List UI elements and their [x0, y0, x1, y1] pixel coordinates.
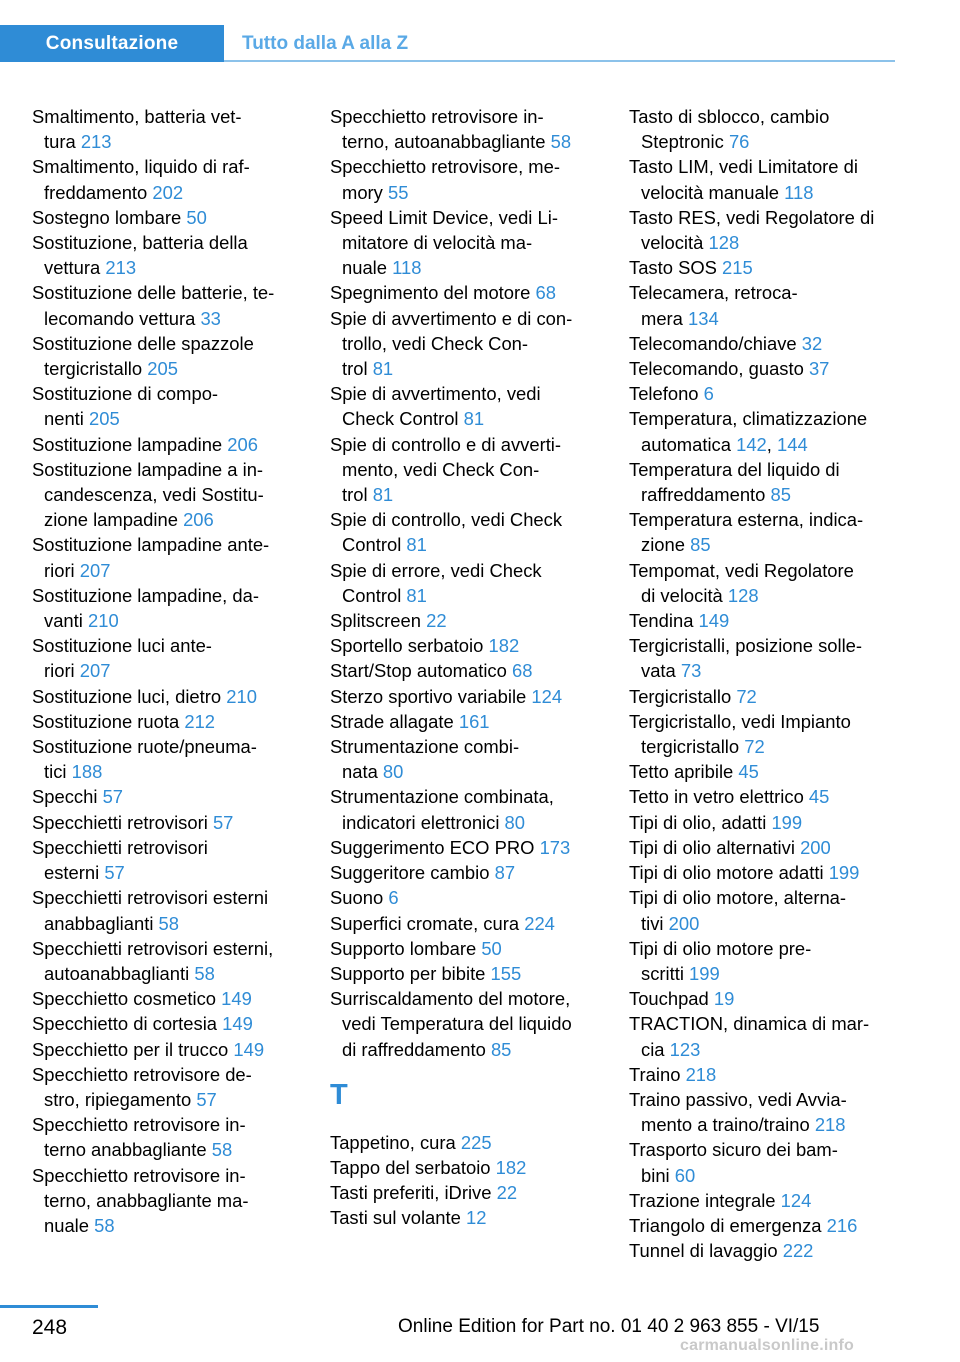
- index-entry: [629, 633, 919, 683]
- page-link[interactable]: 213: [105, 257, 137, 279]
- index-entry: [330, 885, 620, 910]
- page-link[interactable]: 58: [194, 962, 215, 984]
- index-entry: [629, 860, 919, 885]
- page-link[interactable]: 205: [89, 408, 120, 430]
- index-term: Surriscaldamento del motore, vedi Temperatura del liquido di raffreddamento: [330, 988, 572, 1060]
- index-term: Tipi di olio motore, alterna- tivi: [629, 887, 847, 934]
- index-column-1: [32, 104, 322, 1238]
- index-entry: [330, 633, 620, 658]
- index-entry: [330, 1205, 620, 1230]
- index-term: Spie di controllo e di avverti- mento, vedi Check Con- trol: [330, 433, 562, 506]
- index-entry: [629, 1137, 919, 1187]
- page-link[interactable]: 202: [152, 181, 184, 203]
- page-link[interactable]: 149: [222, 1013, 253, 1035]
- page-link[interactable]: 142: [736, 433, 767, 455]
- index-term: Tipi di olio motore pre- scritti: [629, 937, 812, 984]
- index-entry: [629, 205, 919, 255]
- index-term: Telecamera, retroca- mera: [629, 282, 798, 329]
- index-entry: [32, 835, 322, 885]
- index-entry: [330, 658, 620, 683]
- index-entry: [32, 432, 322, 457]
- page-link[interactable]: 72: [744, 736, 765, 758]
- index-term: Sportello serbatoio: [330, 635, 484, 657]
- index-entry: [32, 734, 322, 784]
- index-term: Spie di avvertimento, vedi Check Control: [330, 383, 541, 430]
- index-term: Smaltimento, batteria vet- tura: [32, 106, 242, 153]
- index-entry: [32, 457, 322, 533]
- index-term: Temperatura, climatizzazione automatica: [629, 408, 868, 455]
- page-link[interactable]: 210: [87, 610, 119, 632]
- index-entry: [330, 1155, 620, 1180]
- page-link[interactable]: 224: [524, 912, 555, 934]
- index-entry: [330, 608, 620, 633]
- index-term: Suggeritore cambio: [330, 862, 490, 884]
- page-link[interactable]: 144: [777, 433, 808, 455]
- page-link[interactable]: 222: [782, 1240, 814, 1262]
- watermark: carmanualsonline.info: [680, 1337, 855, 1354]
- page-link[interactable]: 210: [226, 685, 257, 707]
- index-term: Specchietto cosmetico: [32, 988, 216, 1010]
- index-term: Supporto lombare: [330, 937, 477, 959]
- index-entry: [629, 1062, 919, 1087]
- page-link[interactable]: 58: [158, 912, 180, 934]
- index-entry: [330, 961, 620, 986]
- index-term: Sostituzione luci, dietro: [32, 685, 222, 707]
- index-entry: [330, 507, 620, 557]
- index-entry: [629, 104, 919, 154]
- index-term: Tasto di sblocco, cambio Steptronic: [629, 106, 830, 153]
- index-term: Sostegno lombare: [32, 206, 182, 228]
- page-link[interactable]: 57: [102, 786, 124, 808]
- index-entry: [330, 1180, 620, 1205]
- index-term: Telefono: [629, 383, 699, 405]
- index-entry: [629, 1087, 919, 1137]
- index-entry: [32, 154, 322, 204]
- page-link[interactable]: 128: [727, 584, 759, 606]
- page-link[interactable]: 22: [426, 610, 447, 632]
- index-entry: [32, 709, 322, 734]
- index-entry: [32, 986, 322, 1011]
- page-link[interactable]: 213: [80, 131, 112, 153]
- index-entry: [32, 1037, 322, 1062]
- index-term: Specchietti retrovisori esterni, autoanabbaglianti: [32, 937, 274, 984]
- index-term: Smaltimento, liquido di raf- freddamento: [32, 156, 250, 203]
- page-link[interactable]: 6: [703, 383, 714, 405]
- page-link[interactable]: 134: [688, 307, 719, 329]
- index-term: Tergicristallo: [629, 685, 732, 707]
- index-term: Supporto per bibite: [330, 962, 486, 984]
- footer-divider: [0, 1305, 98, 1308]
- index-entry: [629, 356, 919, 381]
- index-entry: [629, 280, 919, 330]
- index-term: Tetto apribile: [629, 761, 734, 783]
- index-entry: [330, 936, 620, 961]
- index-term: Trazione integrale: [629, 1189, 776, 1211]
- index-entry: [629, 885, 919, 935]
- index-term: Spie di errore, vedi Check Control: [330, 559, 542, 606]
- index-term: Temperatura del liquido di raffreddamento: [629, 458, 840, 506]
- breadcrumb-label: Tutto dalla A alla Z: [242, 32, 409, 54]
- index-term: Spegnimento del motore: [330, 282, 531, 304]
- page-link[interactable]: 207: [79, 660, 111, 682]
- index-entry: Temperatura, climatizzazione automatica 142, 144: [629, 408, 868, 455]
- index-entry: [629, 507, 919, 557]
- page-link[interactable]: 207: [79, 559, 111, 581]
- index-term: Telecomando, guasto: [629, 358, 804, 380]
- index-term: Touchpad: [629, 988, 709, 1010]
- index-term: Traino passivo, vedi Avvia- mento a traino/traino: [629, 1088, 847, 1136]
- index-entry: [629, 381, 919, 406]
- index-column-2: [330, 104, 620, 1231]
- index-entry: [32, 205, 322, 230]
- page-link[interactable]: 87: [494, 862, 516, 884]
- index-entry: [32, 1112, 322, 1162]
- index-term: Spie di avvertimento e di con- trollo, vedi Check Con- trol: [330, 307, 573, 380]
- index-term: Specchi: [32, 786, 98, 808]
- index-term: TRACTION, dinamica di mar- cia: [629, 1013, 870, 1060]
- page-link[interactable]: 85: [770, 484, 791, 506]
- page-link[interactable]: 199: [828, 862, 860, 884]
- index-term: Sostituzione luci ante- riori: [32, 635, 212, 682]
- page-link[interactable]: 57: [196, 1088, 217, 1110]
- page-number: 248: [32, 1316, 68, 1339]
- index-term: Traino: [629, 1063, 681, 1085]
- index-term: Sostituzione ruote/pneuma- tici: [32, 736, 257, 783]
- page-link[interactable]: 33: [200, 307, 221, 329]
- index-entry: [629, 784, 919, 809]
- page-link[interactable]: 12: [465, 1207, 487, 1229]
- index-entry: [32, 784, 322, 809]
- page-link[interactable]: 19: [713, 988, 735, 1010]
- index-entry: [330, 432, 620, 508]
- page-link[interactable]: 76: [728, 131, 750, 153]
- page-link[interactable]: 50: [481, 937, 502, 959]
- index-term: Sostituzione lampadine a in- candescenza, vedi Sostitu- zione lampadine: [32, 458, 264, 531]
- index-entry: [629, 1213, 919, 1238]
- page-link[interactable]: 161: [458, 710, 490, 732]
- index-term: Sostituzione lampadine: [32, 433, 223, 455]
- index-term: Sostituzione delle spazzole tergicristallo: [32, 332, 254, 380]
- page-link[interactable]: 199: [689, 962, 720, 984]
- page-link[interactable]: 81: [406, 534, 427, 556]
- page-link[interactable]: 85: [490, 1038, 512, 1060]
- index-entry: [330, 154, 620, 204]
- page-link[interactable]: 225: [460, 1131, 492, 1153]
- index-entry: [330, 784, 620, 834]
- index-term: Suggerimento ECO PRO: [330, 836, 535, 858]
- index-term: Tipi di olio, adatti: [629, 811, 767, 833]
- index-term: Tasti preferiti, iDrive: [330, 1182, 492, 1204]
- index-term: Specchietto retrovisore, me- mory: [330, 156, 560, 203]
- index-entry: [330, 205, 620, 281]
- index-term: Sterzo sportivo variabile: [330, 685, 527, 707]
- index-entry: [32, 381, 322, 431]
- page-link[interactable]: 182: [488, 635, 520, 657]
- index-entry: [32, 583, 322, 633]
- index-entry: [629, 936, 919, 986]
- index-entry: [32, 1011, 322, 1036]
- index-term: Tergicristalli, posizione solle- vata: [629, 635, 863, 682]
- index-entry: [330, 684, 620, 709]
- index-entry: [32, 104, 322, 154]
- page-link[interactable]: 188: [71, 761, 103, 783]
- index-term: Speed Limit Device, vedi Li- mitatore di velocità ma- nuale: [330, 206, 558, 279]
- index-term: Strumentazione combi- nata: [330, 736, 520, 783]
- index-term: Trasporto sicuro dei bam- bini: [629, 1139, 838, 1186]
- index-term: Specchietto retrovisore de- stro, ripiegamento: [32, 1063, 252, 1110]
- page-link[interactable]: 149: [221, 988, 252, 1010]
- page-link[interactable]: 60: [674, 1164, 696, 1186]
- page-link[interactable]: 68: [535, 282, 556, 304]
- page-link[interactable]: 50: [186, 206, 207, 228]
- index-entry: [32, 331, 322, 381]
- page-link[interactable]: 218: [685, 1063, 717, 1085]
- index-entry: [629, 986, 919, 1011]
- page-link[interactable]: 199: [771, 811, 803, 833]
- page-link[interactable]: 68: [511, 660, 533, 682]
- index-entry: [32, 280, 322, 330]
- page-link[interactable]: 212: [184, 710, 216, 732]
- index-entry: [330, 986, 620, 1062]
- index-entry: [330, 1130, 620, 1155]
- index-entry: [32, 885, 322, 935]
- page-link[interactable]: 81: [463, 408, 485, 430]
- index-term: Tasto SOS: [629, 257, 717, 279]
- index-term: Sostituzione ruota: [32, 710, 180, 732]
- page-link[interactable]: 128: [708, 232, 740, 254]
- letter-heading: T: [330, 1078, 348, 1111]
- page-link[interactable]: 72: [736, 685, 757, 707]
- page-link[interactable]: 124: [780, 1189, 812, 1211]
- page-link[interactable]: 173: [539, 836, 571, 858]
- index-entry: [629, 1188, 919, 1213]
- page-link[interactable]: 55: [388, 181, 409, 203]
- page-link[interactable]: 58: [94, 1214, 115, 1236]
- index-entry: [629, 154, 919, 204]
- index-entry: [32, 936, 322, 986]
- page-link[interactable]: 73: [680, 660, 702, 682]
- tab-consultazione[interactable]: [0, 25, 224, 62]
- tab-label: Consultazione: [45, 32, 179, 54]
- page-link[interactable]: 58: [211, 1139, 233, 1161]
- index-entry: [629, 331, 919, 356]
- index-entry: [32, 532, 322, 582]
- index-entry: [330, 709, 620, 734]
- index-entry: [330, 734, 620, 784]
- index-entry: [629, 1238, 919, 1263]
- index-term: Telecomando/chiave: [629, 332, 797, 354]
- index-entry: [629, 684, 919, 709]
- index-entry: [32, 684, 322, 709]
- index-entry: [330, 835, 620, 860]
- index-term: Sostituzione lampadine ante- riori: [32, 534, 270, 581]
- page-link[interactable]: 182: [495, 1156, 527, 1178]
- index-term: Splitscreen: [330, 610, 421, 632]
- page-link[interactable]: 215: [722, 257, 753, 279]
- index-term: Tipi di olio motore adatti: [629, 862, 824, 884]
- index-term: Strumentazione combinata, indicatori elettronici: [330, 786, 554, 833]
- index-term: Tasto RES, vedi Regolatore di velocità: [629, 206, 875, 254]
- index-term: Specchietti retrovisori: [32, 811, 208, 833]
- page-link[interactable]: 155: [490, 962, 522, 984]
- page-link[interactable]: 200: [668, 912, 700, 934]
- index-term: Tendina: [629, 610, 694, 632]
- index-term: Specchietto retrovisore in- terno, autoanabbagliante: [330, 106, 546, 153]
- index-term: Sostituzione di compo- nenti: [32, 383, 219, 430]
- index-entry: [629, 835, 919, 860]
- breadcrumb[interactable]: [242, 25, 408, 62]
- index-term: Temperatura esterna, indica- zione: [629, 509, 864, 556]
- index-term: Tetto in vetro elettrico: [629, 786, 804, 808]
- page-link[interactable]: 149: [233, 1038, 265, 1060]
- page-link[interactable]: 80: [382, 761, 404, 783]
- index-entry: [330, 860, 620, 885]
- index-entry: [32, 1163, 322, 1239]
- page-link[interactable]: 81: [372, 484, 394, 506]
- index-term: Spie di controllo, vedi Check Control: [330, 509, 563, 556]
- index-entry: [629, 759, 919, 784]
- page-link[interactable]: 118: [392, 257, 422, 279]
- index-entry: [32, 1062, 322, 1112]
- index-entry: [32, 633, 322, 683]
- index-entry: [629, 558, 919, 608]
- index-entry: [32, 230, 322, 280]
- page-link[interactable]: 45: [808, 786, 830, 808]
- index-entry: [629, 608, 919, 633]
- index-entry: [330, 104, 620, 154]
- index-entry: [330, 306, 620, 382]
- index-entry: [629, 255, 919, 280]
- index-term: Triangolo di emergenza: [629, 1214, 822, 1236]
- page-link[interactable]: 45: [738, 761, 759, 783]
- page-link[interactable]: 6: [388, 887, 399, 909]
- index-term: Specchietto retrovisore in- terno, anabbagliante ma- nuale: [32, 1164, 249, 1236]
- index-term: Strade allagate: [330, 710, 454, 732]
- page-link[interactable]: 80: [504, 811, 526, 833]
- index-term: Tunnel di lavaggio: [629, 1240, 778, 1262]
- page-link[interactable]: 22: [496, 1182, 518, 1204]
- page-link[interactable]: 149: [698, 610, 730, 632]
- page-link[interactable]: 32: [801, 332, 823, 354]
- index-term: Start/Stop automatico: [330, 660, 507, 682]
- page-link[interactable]: 205: [147, 358, 178, 380]
- index-term: Superfici cromate, cura: [330, 912, 520, 934]
- index-entry: [629, 810, 919, 835]
- index-entry: [629, 709, 919, 759]
- header-divider: [224, 60, 895, 62]
- index-term: Specchietto per il trucco: [32, 1038, 229, 1060]
- page-link[interactable]: 216: [826, 1214, 858, 1236]
- page-link[interactable]: 200: [800, 836, 831, 858]
- index-entry: [330, 280, 620, 305]
- index-entry: [330, 381, 620, 431]
- index-term: Specchietto retrovisore in- terno anabbagliante: [32, 1114, 246, 1161]
- page-link[interactable]: 206: [227, 433, 258, 455]
- index-column-3: [629, 104, 919, 1263]
- page-link[interactable]: 57: [212, 811, 234, 833]
- index-term: Tempomat, vedi Regolatore di velocità: [629, 559, 854, 606]
- index-term: Suono: [330, 887, 384, 909]
- index-term: Specchietto di cortesia: [32, 1013, 218, 1035]
- index-term: Sostituzione delle batterie, te- lecomando vettura: [32, 282, 275, 329]
- page-link[interactable]: 118: [784, 181, 814, 203]
- index-term: Tasto LIM, vedi Limitatore di velocità manuale: [629, 156, 858, 203]
- index-term: Specchietti retrovisori esterni: [32, 836, 208, 884]
- page-link[interactable]: 58: [550, 131, 572, 153]
- index-term: Tappo del serbatoio: [330, 1156, 491, 1178]
- page-link[interactable]: 218: [814, 1114, 846, 1136]
- page-link[interactable]: 206: [183, 509, 214, 531]
- index-term: Tappetino, cura: [330, 1131, 456, 1153]
- page-link[interactable]: 85: [690, 534, 711, 556]
- index-entry: [629, 1011, 919, 1061]
- page-link[interactable]: 81: [406, 584, 427, 606]
- index-term: Tipi di olio alternativi: [629, 836, 795, 858]
- index-entry: [330, 911, 620, 936]
- index-entry: [629, 457, 919, 507]
- index-term: Tergicristallo, vedi Impianto tergicristallo: [629, 710, 851, 758]
- index-term: Sostituzione lampadine, da- vanti: [32, 584, 259, 632]
- index-term: Tasti sul volante: [330, 1207, 461, 1229]
- index-term: Sostituzione, batteria della vettura: [32, 232, 248, 279]
- index-entry: [330, 558, 620, 608]
- index-entry: [32, 810, 322, 835]
- page-link[interactable]: 57: [104, 862, 125, 884]
- page-link[interactable]: 81: [372, 358, 394, 380]
- page-link[interactable]: 124: [531, 685, 563, 707]
- index-term: Specchietti retrovisori esterni anabbaglianti: [32, 887, 269, 934]
- edition-note: Online Edition for Part no. 01 40 2 963 855 - VI/15: [398, 1316, 820, 1337]
- page-link[interactable]: 37: [808, 358, 830, 380]
- page-link[interactable]: 123: [669, 1038, 701, 1060]
